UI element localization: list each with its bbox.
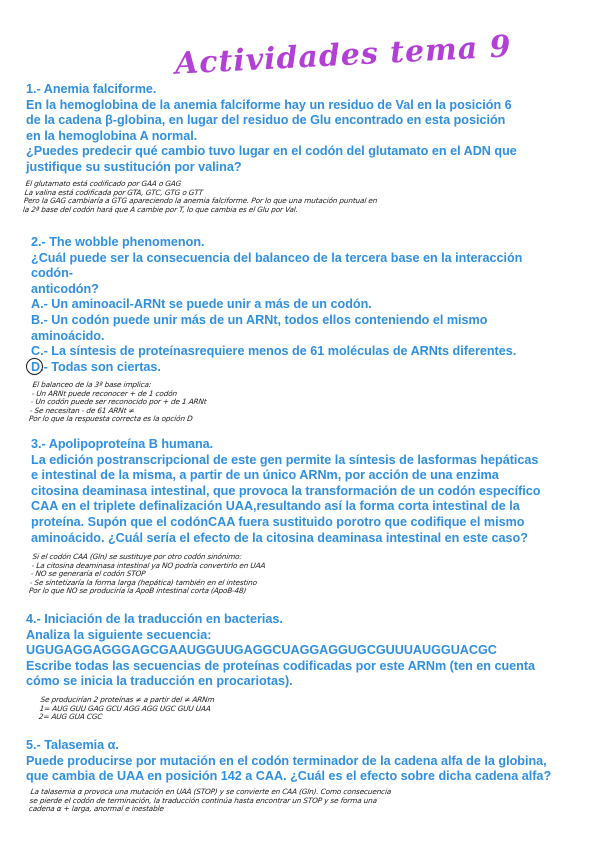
answer-line: 2= AUG GUA CGC: [38, 712, 103, 722]
question-5-heading: 5.- Talasemia α.: [26, 738, 119, 752]
option-b-continuation: aminoácido.: [31, 328, 105, 343]
question-3: [31, 437, 540, 546]
option-b: B.- Un codón puede unir más de un ARNt, todos ellos conteniendo el mismo: [31, 312, 488, 327]
question-text-line: ¿Puedes predecir qué cambio tuvo lugar en el codón del glutamato en el ADN que: [26, 144, 517, 159]
answer-line: - NO se generaría el codón STOP: [30, 569, 146, 579]
answer-line: Por lo que la respuesta correcta es la opción D: [28, 414, 194, 424]
question-text-line: aminoácido. ¿Cuál sería el efecto de la citosina deaminasa intestinal en este caso?: [31, 530, 528, 545]
question-text-line: La edición postranscripcional de este gen permite la síntesis de lasformas hepáticas: [31, 452, 539, 467]
answer-line: - Se sintetizaría la forma larga (hepática) también en el intestino: [29, 577, 258, 587]
question-2-heading: 2.- The wobble phenomenon.: [31, 235, 205, 249]
answer-line: - Un codón puede ser reconocido por + de 1 ARNt: [30, 397, 207, 407]
answer-3-handwritten: [28, 553, 266, 596]
answer-line: - Un ARNt puede reconocer + de 1 codón: [31, 388, 178, 398]
answer-line: la 2ª base del codón hará que A cambie por T, lo que cambia es el Glu por Val.: [22, 204, 299, 214]
option-d: D.- Todas son ciertas.: [31, 359, 161, 374]
question-text-line: cómo se inicia la traducción en procariotas).: [26, 674, 293, 689]
answer-line: se pierde el codón de terminación, la traducción continúa hasta encontrar un STOP y se forma una: [29, 795, 378, 805]
option-a: A.- Un aminoacil-ARNt se puede unir a más de un codón.: [31, 297, 372, 312]
question-3-heading: 3.- Apolipoproteína B humana.: [31, 437, 214, 451]
page-title: Actividades tema 9: [174, 29, 513, 82]
question-text-line: que cambia de UAA en posición 142 a CAA. ¿Cuál es el efecto sobre dicha cadena alfa?: [26, 769, 552, 784]
answer-line: cadena α + larga, anormal e inestable: [28, 804, 165, 814]
question-text-line: anticodón?: [31, 281, 99, 296]
question-text-line: Analiza la siguiente secuencia:: [26, 627, 212, 642]
answer-line: Se producirían 2 proteínas ≠ a partir del ≠ ARNm: [40, 695, 215, 704]
answer-line: Pero la GAG cambiaría a GTG apareciendo la anemia falciforme. Por lo que una mutación puntual en: [23, 196, 378, 206]
question-1-heading: 1.- Anemia falciforme.: [26, 82, 157, 96]
answer-2-handwritten: [28, 381, 208, 424]
question-5: [26, 738, 551, 785]
question-4: [26, 612, 535, 690]
answer-line: La valina está codificada por GTA, GTC, GTG o GTT: [24, 187, 204, 197]
mrna-sequence: UGUGAGGAGGGAGCGAAUGGUUGAGGCUAGGAGGUGCGUUUAUGGUACGC: [26, 643, 497, 658]
question-2: [31, 235, 522, 375]
question-4-heading: 4.- Iniciación de la traducción en bacterias.: [26, 612, 283, 626]
question-text-line: en la hemoglobina A normal.: [26, 128, 198, 143]
answer-line: - La citosina deaminasa intestinal ya NO podría convertirlo en UAA: [31, 560, 266, 570]
question-text-line: citosina deaminasa intestinal, que provoca la transformación de un codón específico: [31, 483, 541, 498]
question-text-line: Escribe todas las secuencias de proteínas codificadas por este ARNm (ten en cuenta: [26, 658, 536, 673]
question-text-line: Puede producirse por mutación en el codón terminador de la cadena alfa de la globina,: [26, 753, 547, 768]
question-text-line: de la cadena β-globina, en lugar del residuo de Glu encontrado en esta posición: [26, 113, 506, 128]
question-text-line: ¿Cuál puede ser la consecuencia del balanceo de la tercera base en la interacción: [31, 250, 523, 265]
answer-circle-mark: [26, 358, 43, 375]
question-text-line: e intestinal de la misma, a partir de un único ARNm, por acción de una enzima: [31, 468, 499, 483]
answer-line: - Se necesitan - de 61 ARNt ≠: [29, 405, 135, 415]
answer-line: Si el codón CAA (Gln) se sustituye por otro codón sinónimo:: [32, 552, 243, 561]
answer-line: 1= AUG GUU GAG GCU AGG AGG UGC GUU UAA: [39, 703, 212, 713]
answer-line: La talasemia α provoca una mutación en UAA (STOP) y se convierte en CAA (Gln). Como consecuencia: [30, 787, 392, 796]
answer-1-handwritten: [22, 180, 379, 214]
answer-line: El glutamato está codificado por GAA o GAG: [25, 179, 182, 188]
question-text-line: codón-: [31, 266, 73, 281]
answer-line: El balanceo de la 3ª base implica:: [32, 380, 152, 389]
option-c: C.- La síntesis de proteínasrequiere menos de 61 moléculas de ARNts diferentes.: [31, 344, 517, 359]
answer-line: Por lo que NO se produciría la ApoB intestinal corta (ApoB-48): [28, 586, 247, 596]
answer-4-handwritten: [38, 696, 215, 722]
question-text-line: proteína. Supón que el codónCAA fuera sustituido porotro que codifique el mismo: [31, 514, 525, 529]
question-text-line: justifique su sustitución por valina?: [26, 159, 242, 174]
answer-5-handwritten: [28, 788, 391, 814]
question-text-line: En la hemoglobina de la anemia falciforme hay un residuo de Val en la posición 6: [26, 97, 512, 112]
question-text-line: CAA en el triplete definalización UAA,resultando así la forma corta intestinal de la: [31, 499, 520, 514]
question-1: [26, 82, 517, 176]
